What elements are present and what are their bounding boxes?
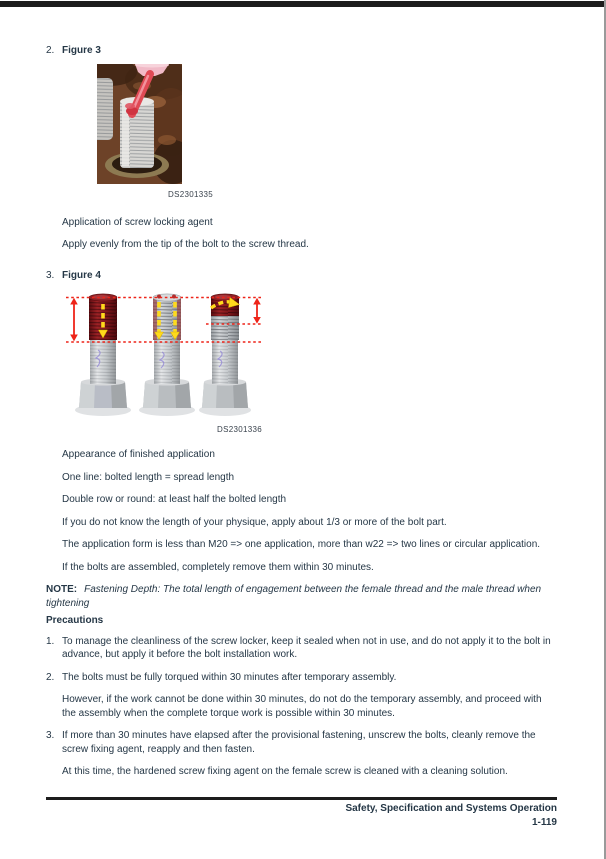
header-rule: [0, 1, 604, 7]
precaution-paragraph: If more than 30 minutes have elapsed after the provisional fastening, unscrew the bolts, cleanly remove the screw fixing agent, reapply and then fasten.: [62, 730, 536, 755]
footer-page-number: 1-119: [531, 816, 557, 828]
figure4: [60, 288, 268, 434]
precaution-item: [46, 729, 558, 788]
figure3-title: Figure 3: [62, 45, 101, 56]
footer-rule: [46, 797, 557, 800]
figure4-text-line: If the bolts are assembled, completely remove them within 30 minutes.: [62, 561, 374, 573]
figure4-text-line: Double row or round: at least half the bolted length: [62, 494, 287, 505]
bolt-two-lines: [139, 294, 195, 416]
list-number: 2.: [46, 45, 55, 56]
figure4-text-line: If you do not know the length of your physique, apply about 1/3 or more of the bolt part.: [62, 516, 447, 528]
length-arrow-left: [70, 298, 78, 342]
figure4-title: Figure 4: [62, 269, 101, 281]
precaution-paragraph: At this time, the hardened screw fixing agent on the female screw is cleaned with a cleaning solution.: [62, 766, 508, 777]
precaution-item: [46, 671, 558, 730]
figure4-text-line: Appearance of finished application: [62, 449, 215, 460]
bolt-one-line: [75, 294, 131, 416]
figure4-illustration: [60, 288, 268, 420]
length-arrow-right: [253, 298, 261, 324]
list-number: 3.: [46, 269, 55, 281]
figure4-caption: DS2301336: [217, 425, 262, 434]
list-number: 3.: [46, 730, 55, 741]
note: [46, 583, 551, 610]
list-item-figure3: [46, 44, 558, 58]
list-item-figure4: [46, 269, 558, 283]
page-content: [46, 44, 558, 788]
footer: [46, 802, 557, 829]
figure3: [97, 64, 213, 199]
figure3-photo: [97, 64, 182, 184]
figure3-text-line: Application of screw locking agent: [62, 216, 213, 228]
note-text: Fastening Depth: The total length of engagement between the female thread and the male thread when tightening: [46, 584, 542, 609]
precautions-heading: Precautions: [46, 615, 104, 626]
list-number: 2.: [46, 671, 55, 683]
precaution-item: [46, 635, 558, 671]
figure3-caption: DS2301335: [168, 189, 213, 199]
figure4-text-line: One line: bolted length = spread length: [62, 471, 235, 483]
list-number: 1.: [46, 635, 55, 647]
precaution-paragraph: To manage the cleanliness of the screw locker, keep it sealed when not in use, and do not apply it to the bolt in advance, but apply it before the bolt installation work.: [62, 635, 551, 660]
note-label: NOTE:: [46, 584, 78, 595]
figure4-text-line: The application form is less than M20 => one application, more than w22 => two lines or circular application.: [62, 539, 541, 550]
bolt-circular: [199, 294, 251, 416]
precaution-paragraph: The bolts must be fully torqued within 30 minutes after temporary assembly.: [62, 671, 397, 683]
precaution-paragraph: However, if the work cannot be done within 30 minutes, do not do the temporary assembly, and proceed with the assembly when the complete torque work is possible within 30 minutes.: [62, 694, 542, 719]
background-stud: [97, 78, 113, 140]
figure3-text-line: Apply evenly from the tip of the bolt to the screw thread.: [62, 239, 309, 250]
footer-section-title: Safety, Specification and Systems Operation: [345, 803, 557, 814]
